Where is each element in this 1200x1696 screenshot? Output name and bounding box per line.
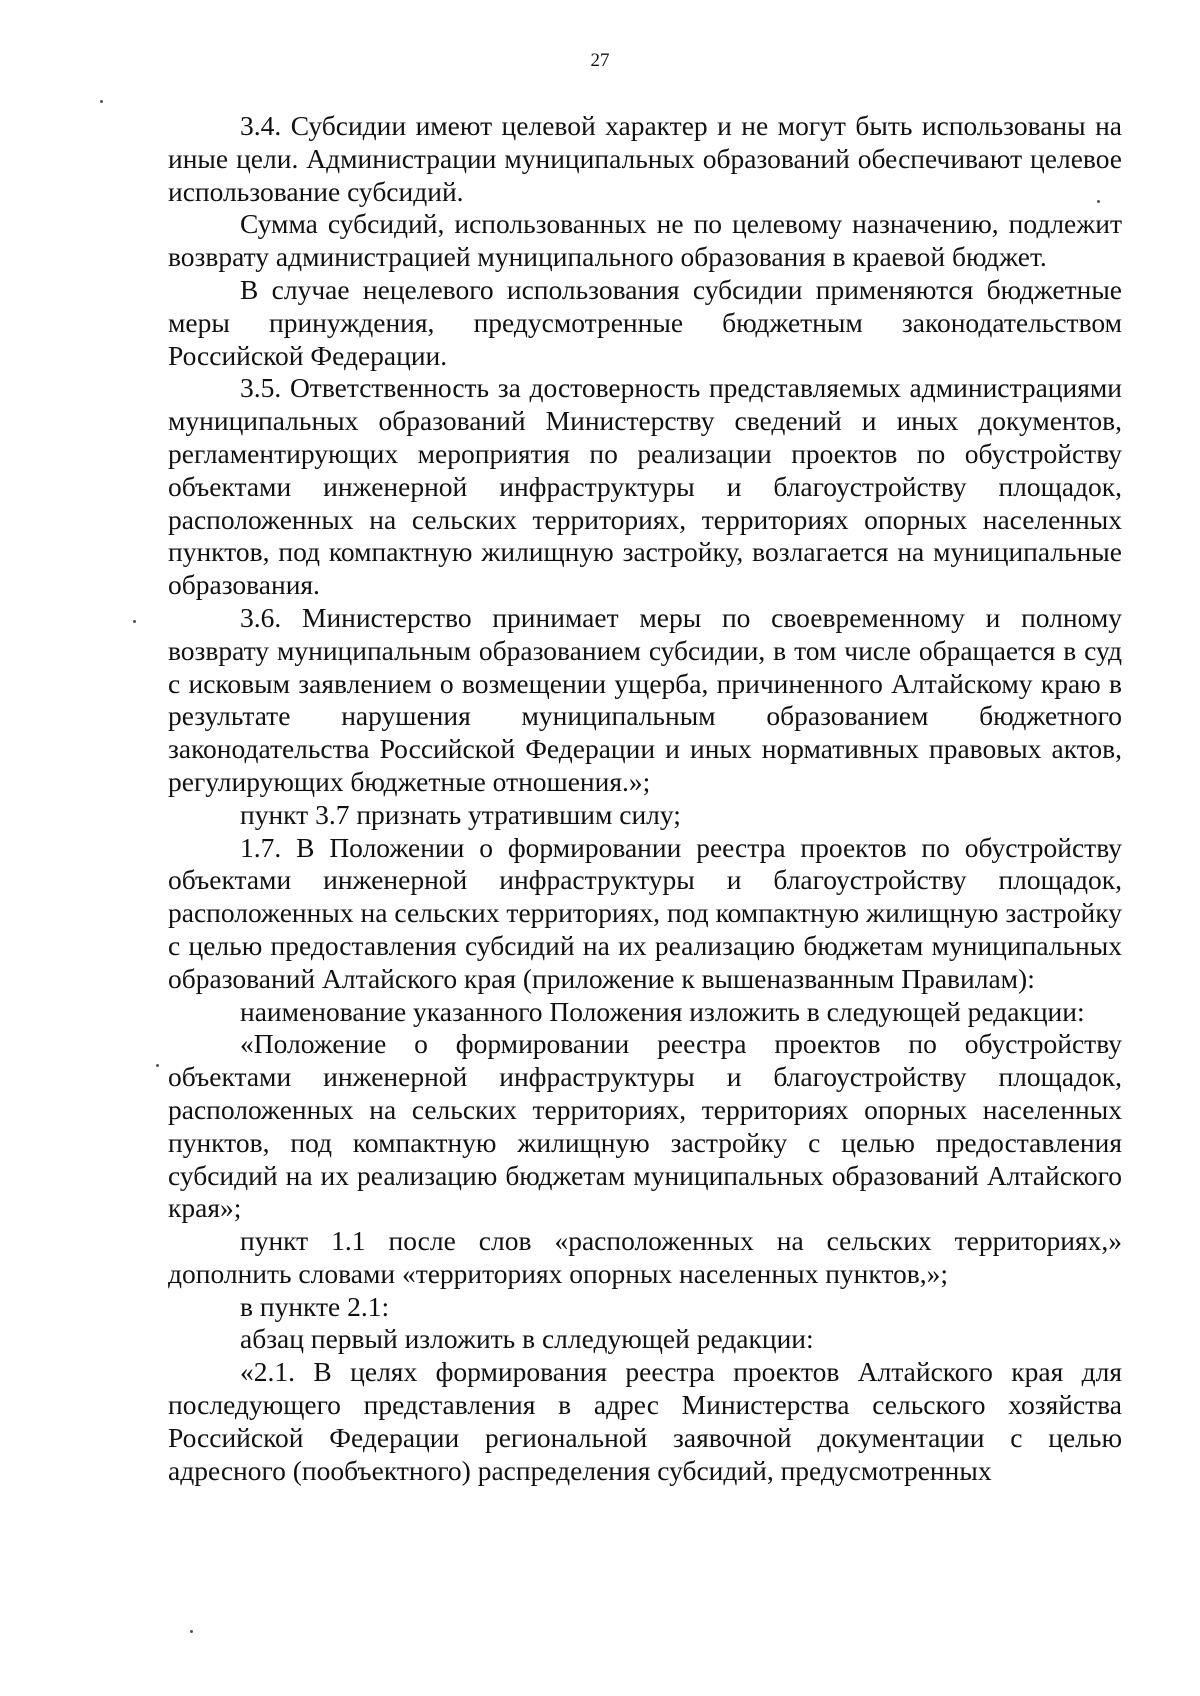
paragraph-enforcement-measures: В случае нецелевого использования субсидии применяются бюджетные меры принуждения, предусмотренные бюджетным законодательством Российской Федерации. <box>168 273 1122 371</box>
page-number: 27 <box>590 50 610 71</box>
document-body <box>168 110 1122 1487</box>
paragraph-misuse-refund: Сумма субсидий, использованных не по целевому назначению, подлежит возврату администрацией муниципального образования в краевой бюджет. <box>168 208 1122 273</box>
scan-speck <box>100 100 103 103</box>
paragraph-3-4: 3.4. Субсидии имеют целевой характер и не могут быть использованы на иные цели. Администрации муниципальных образований обеспечивают целевое использование субсидий. <box>168 110 1122 207</box>
paragraph-3-5: 3.5. Ответственность за достоверность представляемых администрациями муниципальных образований Министерству сведений и иных документов, регламентирующих мероприятия по реализации проектов по обустройству объектами инженерной инфраструктуры и благоустройству площадок, расположенных на сельских территориях, территориях опорных населенных пунктов, под компактную жилищную застройку, возлагается на муниципальные образования. <box>168 372 1122 601</box>
scan-speck <box>133 620 136 623</box>
paragraph-1-7: 1.7. В Положении о формировании реестра проектов по обустройству объектами инженерной инфраструктуры и благоустройству площадок, расположенных на сельских территориях, под компактную жилищную застройку с целью предоставления субсидий на их реализацию бюджетам муниципальных образований Алтайского края (приложение к вышеназванным Правилам): <box>168 831 1122 994</box>
paragraph-3-6: 3.6. Министерство принимает меры по своевременному и полному возврату муниципальным образованием субсидии, в том числе обращается в суд с исковым заявлением о возмещении ущерба, причиненного Алтайскому краю в результате нарушения муниципальным образованием бюджетного законодательства Российской Федерации и иных нормативных правовых актов, регулирующих бюджетные отношения.»; <box>168 601 1122 797</box>
paragraph-title-change: наименование указанного Положения изложить в следующей редакции: <box>240 995 1085 1027</box>
scan-speck <box>190 1630 193 1633</box>
paragraph-new-title: «Положение о формировании реестра проектов по обустройству объектами инженерной инфраструктуры и благоустройству площадок, расположенных на сельских территориях, территориях опорных населенных пунктов, под компактную жилищную застройку с целью предоставления субсидий на их реализацию бюджетам муниципальных образований Алтайского края»; <box>168 1028 1122 1224</box>
scan-speck <box>156 1064 159 1067</box>
paragraph-item-2-1: в пункте 2.1: <box>240 1290 390 1322</box>
paragraph-item-1-1: пункт 1.1 после слов «расположенных на сельских территориях,» дополнить словами «территориях опорных населенных пунктов,»; <box>168 1225 1122 1289</box>
paragraph-first-paragraph-change: абзац первый изложить в слледующей редакции: <box>240 1323 814 1355</box>
paragraph-2-1-text: «2.1. В целях формирования реестра проектов Алтайского края для последующего представления в адрес Министерства сельского хозяйства Российской Федерации региональной заявочной документации с целью адресного (пообъектного) распределения субсидий, предусмотренных <box>168 1356 1122 1486</box>
paragraph-item-3-7: пункт 3.7 признать утратившим силу; <box>240 798 681 830</box>
scan-speck <box>1097 200 1100 203</box>
